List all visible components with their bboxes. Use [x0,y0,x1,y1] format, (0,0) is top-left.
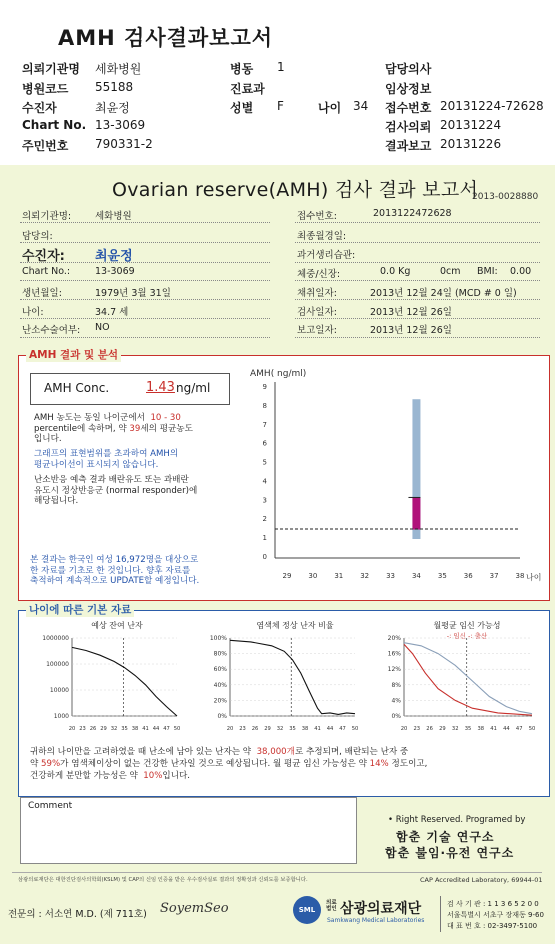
x-tick-label: 32 [276,726,284,732]
org-line1: 함춘 기술 연구소 [396,830,495,844]
y-tick-label: 20% [213,697,227,705]
amh-chart [245,362,545,594]
footer-vdivider [440,896,441,932]
x-tick-label: 35 [464,726,472,732]
amh-text: 세의 평균농도 [140,423,193,434]
amh-para3 [34,475,197,507]
signature: SoyemSeo [160,901,229,916]
x-tick-label: 33 [386,572,396,580]
amh-note: 한 자료를 기초로 한 것입니다. 향후 자료를 [30,565,191,576]
x-tick-label: 26 [89,726,97,732]
summary-text: 입니다. [162,771,191,781]
chart-label: Chart No. [22,118,87,132]
institution-label: 의뢰기관명 [22,62,80,76]
r-institution-label: 의뢰기관명: [22,211,72,222]
y-tick-label: 4% [391,697,401,705]
x-tick-label: 32 [360,572,370,580]
r-receipt-label: 접수번호: [297,211,337,222]
lab-address: 서울특별시 서초구 장재동 9-60 [447,911,544,919]
summary-text: 로 추정되며, 배란되는 난자 중 [294,747,409,757]
id-label: 주민번호 [22,139,69,153]
remaining-eggs-curve [72,647,177,716]
r-chart-label: Chart No.: [22,266,71,277]
x-tick-label: 38 [515,572,525,580]
summary-text: 귀하의 나이만을 고려하였을 때 난소에 남아 있는 난자는 약 [30,747,252,757]
y-tick-label: 7 [262,420,267,429]
amh-text: 해당됩니다. [34,496,79,507]
amh-para2 [34,449,178,470]
y-tick-label: 6 [262,439,267,448]
chart-title: 월평균 임신 가능성 [433,621,501,630]
lab-logo-icon: SML [293,896,321,924]
summary-text: 가 염색체이상이 없는 건강한 난자일 것으로 예상됩니다. 월 평균 임신 가능성은 약 [60,759,367,769]
r-lmp-label: 최종월경일: [297,231,347,242]
amh-para4 [30,555,199,587]
normal-ratio: 59% [41,759,61,769]
age-label: 나이 [318,101,342,115]
divider [20,299,270,300]
x-tick-label: 30 [308,572,318,580]
patient-value: 최윤정 [95,101,130,115]
report-value: 20131226 [440,137,502,151]
amh-text: 난소반응 예측 결과 배란유도 또는 과배란 [34,475,189,485]
amh-note: 축적하여 계속적으로 UPDATE할 예정입니다. [30,576,200,587]
x-tick-label: 29 [264,726,271,732]
y-tick-label: 1 [262,534,267,543]
x-tick-label: 29 [282,572,292,580]
r-birth-value: 1979년 3월 31일 [95,288,171,299]
r-collect-value: 2013년 12월 24일 (MCD # 0 일) [370,288,517,299]
y-tick-label: 8% [391,681,401,689]
doctor-label: 담당의사 [385,62,432,76]
x-axis-suffix: 나이 [526,573,542,582]
amh-para1 [34,413,193,445]
pregnancy-rate-chart [372,618,542,740]
report-label: 결과보고 [385,139,432,153]
institution-value: 세화병원 [95,62,142,76]
amh-note: 본 결과는 한국인 여성 16,972명을 대상으로 [30,555,199,565]
divider [20,280,270,281]
x-tick-label: 35 [121,726,128,732]
chart-title: 예상 잔여 난자 [91,621,143,630]
amh-conc-unit: ng/ml [176,381,211,395]
egg-count: 38,000개 [256,747,295,757]
y-tick-label: 0 [262,553,267,561]
r-patient-value: 최윤정 [95,249,133,264]
divider [20,242,270,243]
chart-value: 13-3069 [95,118,146,132]
divider [20,318,270,319]
r-test-value: 2013년 12월 26일 [370,307,452,318]
amh-note: 평균나이선이 표시되지 않습니다. [34,459,159,470]
request-label: 검사의뢰 [385,120,432,134]
x-tick-label: 36 [463,572,473,580]
chart-legend: -: 임신 -: 출산 [446,632,488,640]
normal-egg-ratio-chart [200,618,362,740]
r-history-label: 과거생리습관: [297,250,356,261]
amh-text: 입니다. [34,434,62,445]
birth-curve [404,644,532,715]
r-doctor-label: 담당의: [22,231,53,242]
x-tick-label: 47 [339,726,346,732]
x-tick-label: 44 [503,726,510,732]
amh-text: 유도시 정상반응군 (normal responder)에 [34,485,198,496]
summary-text: 약 [30,759,39,769]
chart-title: 염색체 정상 난자 비율 [256,621,334,630]
patient-label: 수진자 [22,101,57,115]
rights-text: • Right Reserved. Programed by [388,815,526,825]
x-tick-label: 35 [437,572,447,580]
y-tick-label: 20% [387,635,401,642]
r-weight-value: 0.0 Kg [380,266,411,277]
sex-value: F [277,99,284,113]
divider [295,299,540,300]
summary-text: 정도이고, [391,759,428,769]
amh-text: percentile에 속하며, 약 [34,423,127,434]
r-collect-label: 채취일자: [297,288,337,299]
divider [295,242,540,243]
y-tick-label: 40% [213,681,227,689]
reg-no: 검 사 기 관 : 1 1 3 6 5 2 0 0 [447,900,539,908]
birth-rate: 10% [143,771,163,781]
y-tick-label: 60% [213,666,227,674]
comment-label: Comment [28,801,73,811]
r-chart-value: 13-3069 [95,266,135,277]
r-age-label: 나이: [22,307,44,318]
x-tick-label: 35 [289,726,296,732]
y-tick-label: 0% [217,713,227,720]
x-tick-label: 47 [515,726,523,732]
y-tick-label: 3 [262,496,267,505]
r-bmi-value: 0.00 [510,266,532,277]
r-weight-label: 체중/신장: [297,269,341,280]
divider [20,262,270,263]
r-height-value: 0cm [440,266,461,277]
amh-section-title: AMH 결과 및 분석 [26,347,121,362]
remaining-eggs-chart [22,618,184,740]
ward-value: 1 [277,60,285,74]
x-tick-label: 50 [173,726,181,732]
divider [295,222,540,223]
hospital-code-value: 55188 [95,80,134,94]
lab-name: 삼광의료재단 [340,901,422,917]
y-tick-label: 80% [213,650,227,658]
x-tick-label: 20 [226,726,234,732]
specialist-text: 전문의 : 서소연 M.D. (제 711호) [8,909,147,920]
age-value: 34 [353,99,369,113]
x-tick-label: 50 [351,726,359,732]
pregnancy-curve [404,643,532,714]
x-tick-label: 38 [131,726,139,732]
x-tick-label: 38 [301,726,309,732]
hospital-code-label: 병원코드 [22,82,69,96]
x-tick-label: 31 [334,572,344,580]
y-tick-label: 8 [262,401,267,410]
y-tick-label: 100% [209,635,227,642]
x-tick-label: 23 [413,726,421,732]
page-title: AMH 검사결과보고서 [58,26,274,50]
x-tick-label: 20 [68,726,76,732]
r-institution-value: 세화병원 [95,211,132,222]
sex-label: 성별 [230,101,254,115]
r-report-label: 보고일자: [297,325,337,336]
y-axis-title: AMH( ng/ml) [250,369,307,379]
x-tick-label: 41 [142,726,149,732]
report-title: Ovarian reserve(AMH) 검사 결과 보고서 [112,179,479,201]
divider [20,337,270,338]
r-report-value: 2013년 12월 26일 [370,325,452,336]
x-tick-label: 34 [411,572,421,580]
divider [295,262,540,263]
receipt-value: 20131224-72628 [440,99,544,113]
y-tick-label: 10000 [49,687,69,694]
x-tick-label: 20 [400,726,408,732]
clinical-label: 임상정보 [385,82,432,96]
certification-notice: 삼광의료재단은 대한진단검사의학회(KSLM) 및 CAP의 신임 인증을 받은 우수검사실로 결과의 정확성과 신뢰도를 보증합니다. [18,877,308,883]
age-section-title: 나이에 따른 기본 자료 [26,602,134,617]
dept-label: 진료과 [230,82,265,96]
org-line2: 함춘 불임·유전 연구소 [385,846,515,860]
x-tick-label: 29 [439,726,446,732]
x-tick-label: 26 [251,726,259,732]
normal-ratio-curve [230,640,355,714]
x-tick-label: 32 [451,726,459,732]
id-value: 790331-2 [95,137,153,151]
x-tick-label: 44 [152,726,160,732]
amh-text: AMH 농도는 동일 나이군에서 [34,413,145,423]
amh-note: 그래프의 표현범위를 초과하여 AMH의 [34,449,179,459]
y-tick-label: 0% [391,713,401,720]
request-value: 20131224 [440,118,502,132]
equiv-age: 39 [129,423,141,434]
percentile-range: 10 - 30 [150,413,181,423]
y-tick-label: 4 [262,477,267,486]
y-tick-label: 2 [262,515,267,524]
x-tick-label: 26 [426,726,433,732]
x-tick-label: 23 [79,726,86,732]
divider [295,337,540,338]
r-patient-label: 수진자: [22,249,65,264]
y-tick-label: 5 [262,458,267,467]
lab-prefix: 의료법인 [326,900,337,912]
y-tick-label: 1000000 [42,635,69,642]
x-tick-label: 41 [490,726,497,732]
lab-tel: 대 표 번 호 : 02-3497-5100 [447,922,538,930]
x-tick-label: 23 [239,726,246,732]
age-summary-line2 [30,759,427,770]
cap-text: CAP Accredited Laboratory, 69944-01 [420,876,543,884]
y-tick-label: 12% [387,666,401,674]
x-tick-label: 41 [314,726,321,732]
lab-name-en: Samkwang Medical Laboratories [327,917,425,924]
y-tick-label: 16% [387,650,401,658]
divider [295,280,540,281]
x-tick-label: 38 [477,726,485,732]
receipt-label: 접수번호 [385,101,432,115]
x-tick-label: 44 [326,726,334,732]
amh-conc-label: AMH Conc. [44,381,110,395]
x-tick-label: 29 [100,726,107,732]
summary-text: 건강하게 분만할 가능성은 약 [30,771,138,781]
ward-label: 병동 [230,62,254,76]
iqr-bar [412,497,420,529]
r-bmi-label: BMI: [477,266,498,277]
x-tick-label: 50 [528,726,536,732]
report-number: 2013-0028880 [472,192,539,202]
r-birth-label: 생년월일: [22,288,62,299]
y-tick-label: 1000 [53,713,69,720]
footer-divider [12,872,542,873]
r-surgery-value: NO [95,322,110,333]
r-age-value: 34.7 세 [95,307,129,318]
age-summary-line1 [30,747,408,758]
x-tick-label: 47 [163,726,170,732]
divider [20,222,270,223]
x-tick-label: 32 [110,726,118,732]
divider [295,318,540,319]
r-receipt-value: 2013122472628 [373,208,452,219]
x-tick-label: 37 [489,572,499,580]
r-test-label: 검사일자: [297,307,337,318]
y-tick-label: 9 [262,383,267,391]
r-surgery-label: 난소수술여부: [22,325,81,336]
y-tick-label: 100000 [46,661,69,668]
pregnancy-rate: 14% [369,759,389,769]
age-summary-line3 [30,771,190,782]
amh-conc-value: 1.43 [146,380,175,395]
